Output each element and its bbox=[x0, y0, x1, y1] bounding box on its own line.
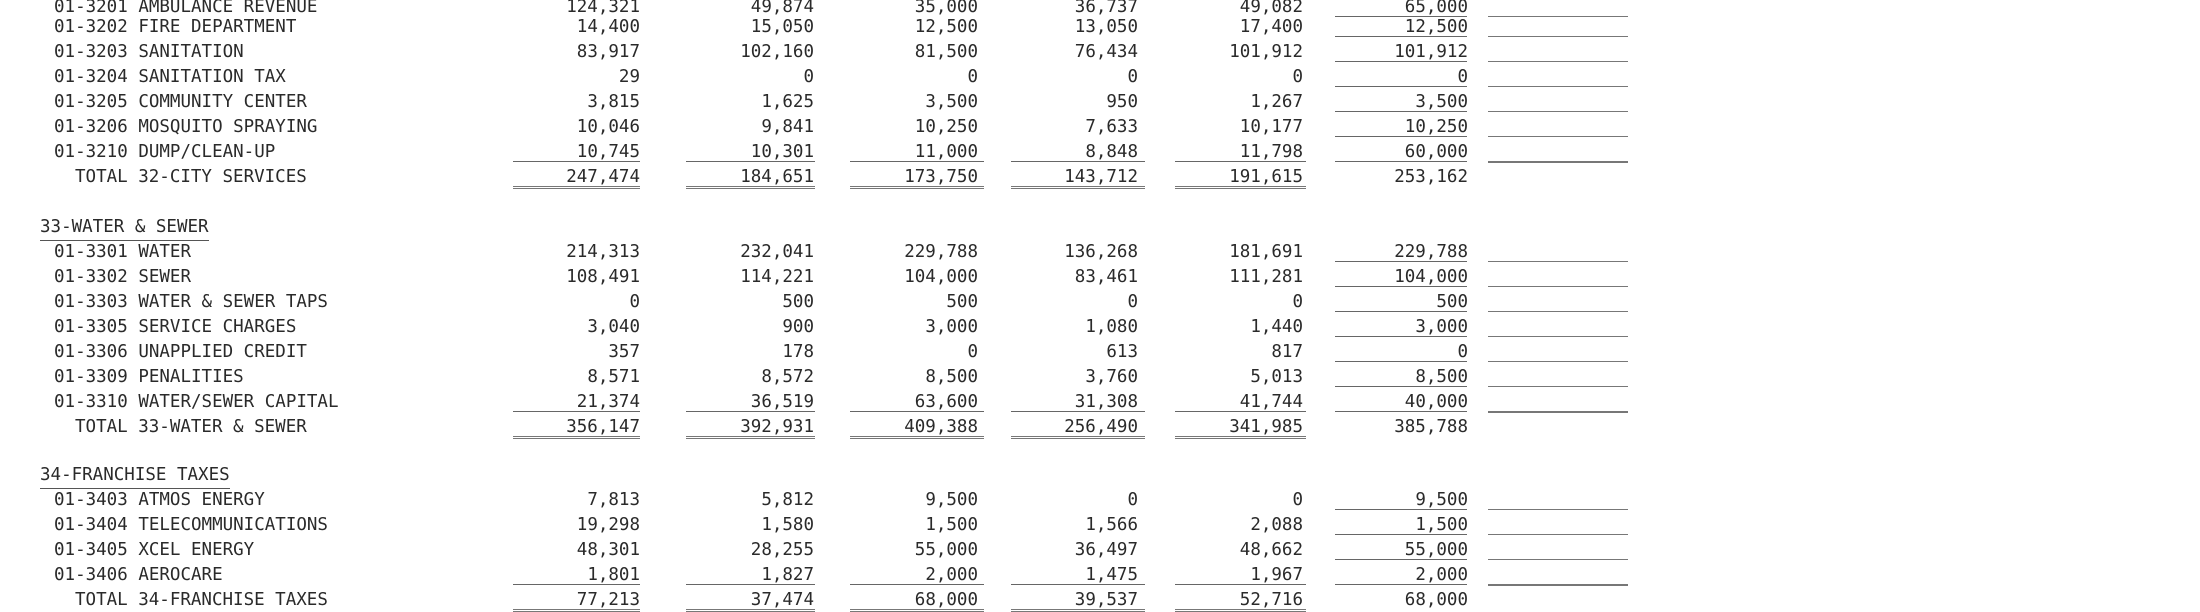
account-code: 01-3204 bbox=[54, 67, 128, 87]
amount-cell: 52,716 bbox=[1239, 590, 1303, 610]
account-label bbox=[54, 492, 265, 510]
amount-cell: 11,798 bbox=[1239, 142, 1303, 162]
blank-entry-line bbox=[1488, 509, 1628, 510]
amount-cell: 247,474 bbox=[566, 167, 640, 187]
section-header-row bbox=[0, 462, 2200, 487]
account-name: SEWER bbox=[138, 267, 191, 287]
amount-cell: 8,571 bbox=[587, 367, 640, 387]
total-rule bbox=[1175, 186, 1306, 189]
amount-cell: 3,500 bbox=[925, 92, 978, 112]
amount-cell: 60,000 bbox=[1404, 142, 1468, 162]
budget-underline bbox=[1335, 336, 1467, 337]
total-rule bbox=[850, 436, 984, 439]
amount-cell: 178 bbox=[782, 342, 814, 362]
account-label bbox=[54, 517, 328, 535]
account-name: MOSQUITO SPRAYING bbox=[138, 117, 318, 137]
account-name: DUMP/CLEAN-UP bbox=[138, 142, 276, 162]
blank-entry-line bbox=[1488, 311, 1628, 312]
budget-underline bbox=[1335, 559, 1467, 560]
budget-underline bbox=[1335, 534, 1467, 535]
line-item-row bbox=[0, 512, 2200, 537]
amount-cell: 409,388 bbox=[904, 417, 978, 437]
account-code: 01-3406 bbox=[54, 565, 128, 585]
amount-cell: 8,500 bbox=[1415, 367, 1468, 387]
amount-cell: 114,221 bbox=[740, 267, 814, 287]
amount-cell: 76,434 bbox=[1074, 42, 1138, 62]
amount-cell: 55,000 bbox=[1404, 540, 1468, 560]
account-label bbox=[54, 269, 191, 287]
amount-cell: 0 bbox=[803, 67, 814, 87]
account-code: 01-3305 bbox=[54, 317, 128, 337]
amount-cell: 11,000 bbox=[914, 142, 978, 162]
line-item-row bbox=[0, 139, 2200, 164]
account-code: 01-3301 bbox=[54, 242, 128, 262]
amount-cell: 232,041 bbox=[740, 242, 814, 262]
amount-cell: 7,813 bbox=[587, 490, 640, 510]
amount-cell: 0 bbox=[967, 342, 978, 362]
amount-cell: 500 bbox=[1436, 292, 1468, 312]
amount-cell: 8,848 bbox=[1085, 142, 1138, 162]
section-header: 33-WATER & SEWER bbox=[40, 217, 209, 237]
amount-cell: 13,050 bbox=[1074, 17, 1138, 37]
amount-cell: 68,000 bbox=[1404, 590, 1468, 610]
subtotal-rule bbox=[1175, 411, 1306, 412]
subtotal-rule bbox=[1011, 411, 1145, 412]
amount-cell: 68,000 bbox=[914, 590, 978, 610]
budget-underline bbox=[1335, 161, 1467, 162]
account-code: 01-3403 bbox=[54, 490, 128, 510]
amount-cell: 1,580 bbox=[761, 515, 814, 535]
subtotal-rule bbox=[1175, 161, 1306, 162]
amount-cell: 29 bbox=[618, 67, 640, 87]
budget-underline bbox=[1335, 509, 1467, 510]
amount-cell: 5,013 bbox=[1250, 367, 1303, 387]
amount-cell: 8,500 bbox=[925, 367, 978, 387]
account-name: UNAPPLIED CREDIT bbox=[138, 342, 307, 362]
amount-cell: 63,600 bbox=[914, 392, 978, 412]
amount-cell: 1,827 bbox=[761, 565, 814, 585]
total-row bbox=[0, 414, 2200, 439]
amount-cell: 8,572 bbox=[761, 367, 814, 387]
blank-entry-line bbox=[1488, 36, 1628, 37]
blank-entry-line bbox=[1488, 534, 1628, 535]
subtotal-rule bbox=[513, 161, 640, 162]
budget-underline bbox=[1335, 136, 1467, 137]
account-label bbox=[54, 244, 191, 262]
amount-cell: 392,931 bbox=[740, 417, 814, 437]
amount-cell: 49,082 bbox=[1239, 0, 1303, 17]
amount-cell: 0 bbox=[1292, 67, 1303, 87]
blank-entry-line bbox=[1488, 261, 1628, 262]
account-code: 01-3205 bbox=[54, 92, 128, 112]
subtotal-rule bbox=[513, 584, 640, 585]
total-rule bbox=[1011, 186, 1145, 189]
account-label bbox=[54, 294, 328, 312]
subtotal-rule bbox=[1175, 584, 1306, 585]
budget-underline bbox=[1335, 411, 1467, 412]
amount-cell: 55,000 bbox=[914, 540, 978, 560]
blank-entry-line bbox=[1488, 336, 1628, 337]
amount-cell: 48,662 bbox=[1239, 540, 1303, 560]
amount-cell: 500 bbox=[946, 292, 978, 312]
amount-cell: 111,281 bbox=[1229, 267, 1303, 287]
amount-cell: 1,500 bbox=[925, 515, 978, 535]
subtotal-rule bbox=[686, 411, 815, 412]
subtotal-rule bbox=[850, 584, 984, 585]
amount-cell: 15,050 bbox=[750, 17, 814, 37]
amount-cell: 28,255 bbox=[750, 540, 814, 560]
line-item-row bbox=[0, 314, 2200, 339]
amount-cell: 0 bbox=[1127, 67, 1138, 87]
amount-cell: 102,160 bbox=[740, 42, 814, 62]
total-rule bbox=[686, 186, 815, 189]
account-label bbox=[75, 419, 307, 437]
amount-cell: 256,490 bbox=[1064, 417, 1138, 437]
account-code: 01-3302 bbox=[54, 267, 128, 287]
account-code: 01-3203 bbox=[54, 42, 128, 62]
account-name: SERVICE CHARGES bbox=[138, 317, 297, 337]
amount-cell: 81,500 bbox=[914, 42, 978, 62]
account-label bbox=[54, 369, 244, 387]
amount-cell: 385,788 bbox=[1394, 417, 1468, 437]
account-label bbox=[54, 144, 275, 162]
section-header-row bbox=[0, 214, 2200, 239]
amount-cell: 0 bbox=[629, 292, 640, 312]
line-item-row bbox=[0, 264, 2200, 289]
amount-cell: 500 bbox=[782, 292, 814, 312]
amount-cell: 817 bbox=[1271, 342, 1303, 362]
amount-cell: 21,374 bbox=[576, 392, 640, 412]
account-code: 01-3309 bbox=[54, 367, 128, 387]
account-name: PENALITIES bbox=[138, 367, 244, 387]
line-item-row bbox=[0, 239, 2200, 264]
amount-cell: 3,040 bbox=[587, 317, 640, 337]
account-code: 01-3201 bbox=[54, 0, 128, 17]
amount-cell: 36,519 bbox=[750, 392, 814, 412]
amount-cell: 9,500 bbox=[1415, 490, 1468, 510]
blank-entry-line bbox=[1488, 162, 1628, 163]
subtotal-rule bbox=[1011, 161, 1145, 162]
amount-cell: 14,400 bbox=[576, 17, 640, 37]
amount-cell: 40,000 bbox=[1404, 392, 1468, 412]
line-item-row bbox=[0, 364, 2200, 389]
amount-cell: 101,912 bbox=[1394, 42, 1468, 62]
account-label bbox=[54, 567, 223, 585]
blank-entry-line bbox=[1488, 86, 1628, 87]
account-label bbox=[75, 169, 307, 187]
amount-cell: 229,788 bbox=[1394, 242, 1468, 262]
amount-cell: 341,985 bbox=[1229, 417, 1303, 437]
amount-cell: 214,313 bbox=[566, 242, 640, 262]
amount-cell: 10,301 bbox=[750, 142, 814, 162]
amount-cell: 10,250 bbox=[1404, 117, 1468, 137]
amount-cell: 37,474 bbox=[750, 590, 814, 610]
budget-underline bbox=[1335, 286, 1467, 287]
amount-cell: 2,088 bbox=[1250, 515, 1303, 535]
line-item-row bbox=[0, 389, 2200, 414]
amount-cell: 0 bbox=[1292, 292, 1303, 312]
amount-cell: 65,000 bbox=[1404, 0, 1468, 17]
amount-cell: 613 bbox=[1106, 342, 1138, 362]
blank-entry-line bbox=[1488, 559, 1628, 560]
amount-cell: 1,566 bbox=[1085, 515, 1138, 535]
amount-cell: 3,000 bbox=[1415, 317, 1468, 337]
blank-entry-line bbox=[1488, 386, 1628, 387]
amount-cell: 2,000 bbox=[1415, 565, 1468, 585]
account-label bbox=[75, 592, 328, 610]
amount-cell: 5,812 bbox=[761, 490, 814, 510]
total-rule bbox=[850, 186, 984, 189]
budget-underline bbox=[1335, 86, 1467, 87]
amount-cell: 7,633 bbox=[1085, 117, 1138, 137]
subtotal-rule bbox=[1011, 584, 1145, 585]
budget-underline bbox=[1335, 361, 1467, 362]
account-label bbox=[54, 94, 307, 112]
amount-cell: 3,000 bbox=[925, 317, 978, 337]
amount-cell: 1,500 bbox=[1415, 515, 1468, 535]
line-item-row bbox=[0, 537, 2200, 562]
account-name: TOTAL 34-FRANCHISE TAXES bbox=[75, 590, 328, 610]
amount-cell: 173,750 bbox=[904, 167, 978, 187]
subtotal-rule bbox=[686, 161, 815, 162]
account-label bbox=[54, 119, 317, 137]
amount-cell: 136,268 bbox=[1064, 242, 1138, 262]
amount-cell: 229,788 bbox=[904, 242, 978, 262]
line-item-row bbox=[0, 64, 2200, 89]
total-rule bbox=[513, 436, 640, 439]
amount-cell: 356,147 bbox=[566, 417, 640, 437]
line-item-row bbox=[0, 14, 2200, 39]
total-row bbox=[0, 164, 2200, 189]
amount-cell: 2,000 bbox=[925, 565, 978, 585]
amount-cell: 3,760 bbox=[1085, 367, 1138, 387]
amount-cell: 104,000 bbox=[904, 267, 978, 287]
amount-cell: 83,461 bbox=[1074, 267, 1138, 287]
line-item-row bbox=[0, 89, 2200, 114]
line-item-row bbox=[0, 339, 2200, 364]
amount-cell: 0 bbox=[1127, 490, 1138, 510]
subtotal-rule bbox=[686, 584, 815, 585]
budget-underline bbox=[1335, 311, 1467, 312]
total-rule bbox=[1011, 436, 1145, 439]
amount-cell: 0 bbox=[1127, 292, 1138, 312]
amount-cell: 10,046 bbox=[576, 117, 640, 137]
account-name: FIRE DEPARTMENT bbox=[138, 17, 297, 37]
account-code: 01-3404 bbox=[54, 515, 128, 535]
account-name: COMMUNITY CENTER bbox=[138, 92, 307, 112]
account-code: 01-3405 bbox=[54, 540, 128, 560]
amount-cell: 12,500 bbox=[914, 17, 978, 37]
account-code: 01-3310 bbox=[54, 392, 128, 412]
amount-cell: 0 bbox=[1457, 67, 1468, 87]
subtotal-rule bbox=[850, 161, 984, 162]
budget-underline bbox=[1335, 386, 1467, 387]
amount-cell: 31,308 bbox=[1074, 392, 1138, 412]
line-item-row bbox=[0, 114, 2200, 139]
amount-cell: 17,400 bbox=[1239, 17, 1303, 37]
subtotal-rule bbox=[850, 411, 984, 412]
amount-cell: 1,801 bbox=[587, 565, 640, 585]
account-name: TELECOMMUNICATIONS bbox=[138, 515, 328, 535]
account-label bbox=[54, 394, 339, 412]
amount-cell: 41,744 bbox=[1239, 392, 1303, 412]
amount-cell: 48,301 bbox=[576, 540, 640, 560]
total-rule bbox=[1175, 436, 1306, 439]
amount-cell: 950 bbox=[1106, 92, 1138, 112]
blank-entry-line bbox=[1488, 61, 1628, 62]
amount-cell: 36,497 bbox=[1074, 540, 1138, 560]
line-item-row bbox=[0, 289, 2200, 314]
line-item-row bbox=[0, 39, 2200, 64]
amount-cell: 108,491 bbox=[566, 267, 640, 287]
account-name: SANITATION TAX bbox=[138, 67, 286, 87]
amount-cell: 191,615 bbox=[1229, 167, 1303, 187]
amount-cell: 181,691 bbox=[1229, 242, 1303, 262]
amount-cell: 1,967 bbox=[1250, 565, 1303, 585]
account-name: ATMOS ENERGY bbox=[138, 490, 265, 510]
blank-entry-line bbox=[1488, 136, 1628, 137]
amount-cell: 1,267 bbox=[1250, 92, 1303, 112]
amount-cell: 36,737 bbox=[1074, 0, 1138, 17]
account-code: 01-3202 bbox=[54, 17, 128, 37]
amount-cell: 3,815 bbox=[587, 92, 640, 112]
amount-cell: 49,874 bbox=[750, 0, 814, 17]
amount-cell: 101,912 bbox=[1229, 42, 1303, 62]
budget-underline bbox=[1335, 261, 1467, 262]
account-code: 01-3303 bbox=[54, 292, 128, 312]
account-name: TOTAL 33-WATER & SEWER bbox=[75, 417, 307, 437]
total-rule bbox=[513, 186, 640, 189]
budget-underline bbox=[1335, 584, 1467, 585]
amount-cell: 9,841 bbox=[761, 117, 814, 137]
amount-cell: 83,917 bbox=[576, 42, 640, 62]
blank-entry-line bbox=[1488, 585, 1628, 586]
amount-cell: 10,250 bbox=[914, 117, 978, 137]
amount-cell: 124,321 bbox=[566, 0, 640, 17]
amount-cell: 143,712 bbox=[1064, 167, 1138, 187]
account-name: TOTAL 32-CITY SERVICES bbox=[75, 167, 307, 187]
amount-cell: 0 bbox=[1457, 342, 1468, 362]
account-label bbox=[54, 69, 286, 87]
account-label bbox=[54, 19, 296, 37]
account-name: SANITATION bbox=[138, 42, 244, 62]
account-name: XCEL ENERGY bbox=[138, 540, 255, 560]
line-item-row bbox=[0, 487, 2200, 512]
amount-cell: 39,537 bbox=[1074, 590, 1138, 610]
amount-cell: 10,177 bbox=[1239, 117, 1303, 137]
amount-cell: 0 bbox=[1292, 490, 1303, 510]
account-label bbox=[54, 44, 244, 62]
account-name: WATER & SEWER TAPS bbox=[138, 292, 328, 312]
amount-cell: 104,000 bbox=[1394, 267, 1468, 287]
amount-cell: 184,651 bbox=[740, 167, 814, 187]
amount-cell: 1,475 bbox=[1085, 565, 1138, 585]
blank-entry-line bbox=[1488, 111, 1628, 112]
blank-entry-line bbox=[1488, 412, 1628, 413]
account-label bbox=[54, 542, 254, 560]
account-name: AMBULANCE REVENUE bbox=[138, 0, 318, 17]
account-name: AEROCARE bbox=[138, 565, 223, 585]
amount-cell: 357 bbox=[608, 342, 640, 362]
amount-cell: 10,745 bbox=[576, 142, 640, 162]
amount-cell: 19,298 bbox=[576, 515, 640, 535]
amount-cell: 77,213 bbox=[576, 590, 640, 610]
budget-underline bbox=[1335, 36, 1467, 37]
amount-cell: 1,625 bbox=[761, 92, 814, 112]
amount-cell: 12,500 bbox=[1404, 17, 1468, 37]
subtotal-rule bbox=[513, 411, 640, 412]
account-code: 01-3210 bbox=[54, 142, 128, 162]
amount-cell: 9,500 bbox=[925, 490, 978, 510]
total-rule bbox=[686, 436, 815, 439]
account-name: WATER bbox=[138, 242, 191, 262]
budget-underline bbox=[1335, 61, 1467, 62]
amount-cell: 1,080 bbox=[1085, 317, 1138, 337]
amount-cell: 0 bbox=[967, 67, 978, 87]
budget-underline bbox=[1335, 111, 1467, 112]
amount-cell: 1,440 bbox=[1250, 317, 1303, 337]
account-code: 01-3306 bbox=[54, 342, 128, 362]
amount-cell: 900 bbox=[782, 317, 814, 337]
blank-entry-line bbox=[1488, 361, 1628, 362]
amount-cell: 3,500 bbox=[1415, 92, 1468, 112]
account-name: WATER/SEWER CAPITAL bbox=[138, 392, 339, 412]
amount-cell: 35,000 bbox=[914, 0, 978, 17]
account-label bbox=[54, 344, 307, 362]
blank-entry-line bbox=[1488, 286, 1628, 287]
section-header: 34-FRANCHISE TAXES bbox=[40, 465, 230, 485]
amount-cell: 253,162 bbox=[1394, 167, 1468, 187]
line-item-row bbox=[0, 562, 2200, 587]
account-code: 01-3206 bbox=[54, 117, 128, 137]
account-label bbox=[54, 319, 296, 337]
